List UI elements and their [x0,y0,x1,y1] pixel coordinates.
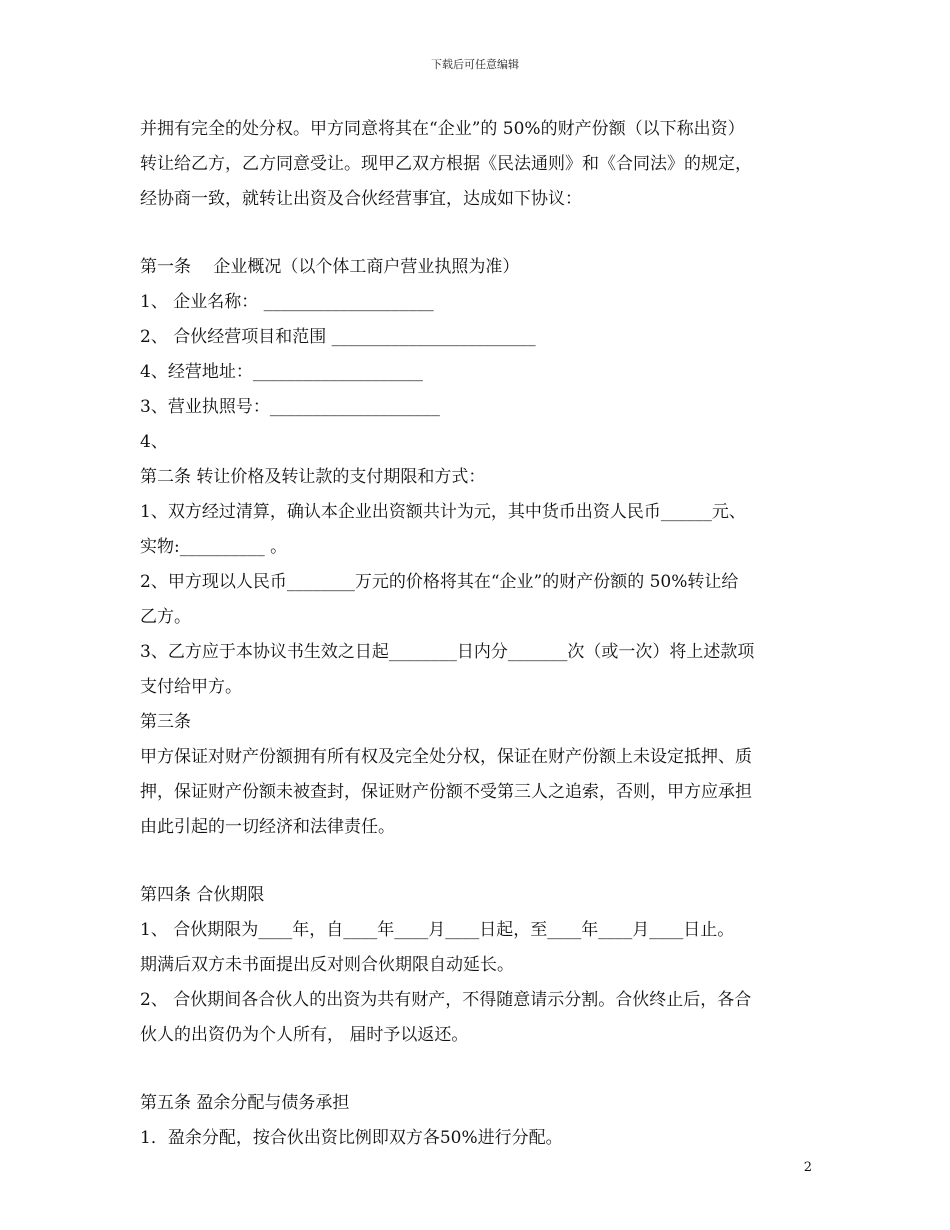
article-1-item: 4、经营地址：____________________ [140,362,423,382]
article-1-item: 2、 合伙经营项目和范围 ________________________ [140,327,536,347]
article-5-line: 1．盈余分配，按合伙出资比例即双方各50%进行分配。 [140,1128,563,1148]
article-4-line: 伙人的出资仍为个人所有， 届时予以返还。 [140,1025,469,1045]
article-3-line: 押，保证财产份额未被查封，保证财产份额不受第三人之追索，否则，甲方应承担 [140,782,752,802]
article-2-line: 实物:__________ 。 [140,537,288,557]
article-2-line: 3、乙方应于本协议书生效之日起________日内分_______次（或一次）将上述款项 [140,642,755,662]
article-2-line: 乙方。 [140,607,191,627]
article-2-line: 支付给甲方。 [140,677,242,697]
page-header-note: 下载后可任意编辑 [431,58,519,71]
article-4-title: 第四条 合伙期限 [140,885,265,905]
article-1-item: 1、 企业名称： ____________________ [140,292,434,312]
article-5-title: 第五条 盈余分配与债务承担 [140,1093,350,1113]
article-1-title: 第一条 企业概况（以个体工商户营业执照为准） [140,257,520,277]
article-2-line: 1、双方经过清算，确认本企业出资额共计为元，其中货币出资人民币______元、 [140,502,746,522]
document-body [140,118,830,1149]
article-4-line: 2、 合伙期间各合伙人的出资为共有财产，不得随意请示分割。合伙终止后，各合 [140,990,752,1010]
paragraph-line: 转让给乙方，乙方同意受让。现甲乙双方根据《民法通则》和《合同法》的规定， [140,154,752,174]
article-4-line: 期满后双方未书面提出反对则合伙期限自动延长。 [140,955,514,975]
article-2-line: 2、甲方现以人民币________万元的价格将其在“企业”的财产份额的 50%转让给 [140,572,739,592]
article-3-line: 由此引起的一切经济和法律责任。 [140,817,395,837]
article-2-title: 第二条 转让价格及转让款的支付期限和方式： [140,467,486,487]
article-4-line: 1、 合伙期限为____年，自____年____月____日起，至____年____月____日止。 [140,920,735,940]
paragraph-line: 并拥有完全的处分权。甲方同意将其在“企业”的 50%的财产份额（以下称出资） [140,119,745,139]
article-1-item: 3、营业执照号：____________________ [140,397,440,417]
article-1-item: 4、 [140,432,168,452]
article-3-title: 第三条 [140,712,191,732]
paragraph-line: 经协商一致，就转让出资及合伙经营事宜，达成如下协议： [140,189,582,209]
article-3-line: 甲方保证对财产份额拥有所有权及完全处分权，保证在财产份额上未设定抵押、质 [140,747,752,767]
page-number: 2 [803,1160,812,1175]
